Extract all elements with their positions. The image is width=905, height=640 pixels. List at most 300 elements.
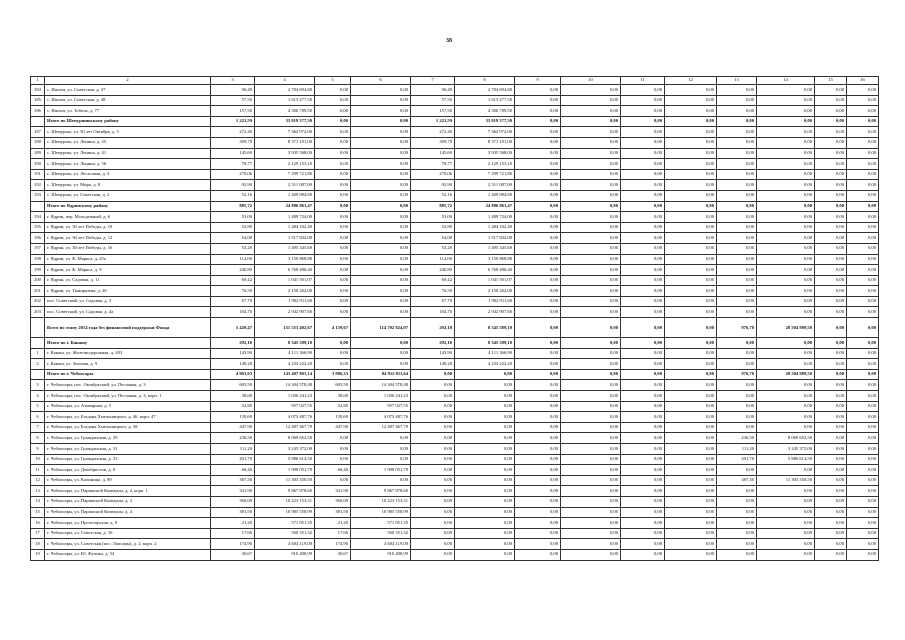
value-cell: 0,00 — [665, 212, 717, 223]
value-cell: 0,00 — [315, 359, 351, 370]
value-cell: 0,00 — [515, 433, 561, 444]
value-cell: 0,00 — [411, 444, 455, 455]
table-row — [31, 190, 879, 201]
row-number: 202 — [31, 296, 45, 307]
value-cell: 0,00 — [665, 454, 717, 465]
address-cell: г. Чебоксары, пос. Октябрьский, ул. Песчаная, д. 3, корп. 1 — [45, 391, 211, 402]
row-number: 186 — [31, 106, 45, 117]
table-row — [31, 507, 879, 518]
value-cell: 174,90 — [211, 539, 255, 550]
value-cell: 2 942 907,60 — [255, 307, 315, 318]
address-cell: г. Чебоксары, ул. Гражданская, д. 29 — [45, 433, 211, 444]
value-cell: 0,00 — [621, 518, 665, 529]
value-cell: 0,00 — [515, 401, 561, 412]
table-row — [31, 212, 879, 223]
value-cell: 0,00 — [665, 539, 717, 550]
value-cell: 0,00 — [315, 180, 351, 191]
value-cell: 3 150 868,80 — [255, 254, 315, 265]
value-cell: 139,60 — [211, 412, 255, 423]
value-cell: 272,40 — [211, 127, 255, 138]
value-cell: 10 985 558,99 — [255, 507, 315, 518]
value-cell: 0,00 — [621, 539, 665, 550]
table-row — [31, 412, 879, 423]
row-number: 196 — [31, 233, 45, 244]
value-cell: 0,00 — [665, 254, 717, 265]
value-cell: 0,00 — [717, 518, 757, 529]
value-cell: 2 704 694,80 — [255, 85, 315, 96]
value-cell: 0,00 — [621, 454, 665, 465]
value-cell: 0,00 — [757, 528, 815, 539]
value-cell: 0,00 — [351, 127, 411, 138]
value-cell: 7 362 972,00 — [255, 127, 315, 138]
value-cell: 0,00 — [665, 518, 717, 529]
address-cell: с. Шемурша, ул. Мира, д. 8 — [45, 180, 211, 191]
value-cell: 0,00 — [455, 549, 515, 560]
value-cell: 0,00 — [847, 95, 879, 106]
value-cell: 0,00 — [665, 137, 717, 148]
value-cell: 0,00 — [717, 95, 757, 106]
table-row — [31, 518, 879, 529]
value-cell: 0,00 — [847, 518, 879, 529]
value-cell: 10 985 558,99 — [351, 507, 411, 518]
value-cell: 560 351,32 — [351, 528, 411, 539]
column-number: 4 — [255, 77, 315, 85]
column-number: 13 — [717, 77, 757, 85]
row-number: 197 — [31, 243, 45, 254]
value-cell: 0,00 — [455, 401, 515, 412]
value-cell: 52,16 — [411, 190, 455, 201]
value-cell: 0,00 — [515, 391, 561, 402]
value-cell: 0,00 — [351, 444, 411, 455]
value-cell: 12 497 467,79 — [255, 422, 315, 433]
value-cell: 0,00 — [717, 233, 757, 244]
value-cell: 68,40 — [315, 465, 351, 476]
value-cell: 0,00 — [757, 116, 815, 127]
value-cell: 0,00 — [561, 243, 621, 254]
address-cell: г. Ядрин, пер. Молодежный, д. 6 — [45, 212, 211, 223]
row-number: 2 — [31, 359, 45, 370]
value-cell: 270,06 — [211, 169, 255, 180]
address-cell: г. Чебоксары, ул. Советская, д. 16 — [45, 528, 211, 539]
row-number: 8 — [31, 433, 45, 444]
value-cell: 0,00 — [621, 159, 665, 170]
value-cell: 1 941 501,07 — [255, 275, 315, 286]
value-cell: 0,00 — [561, 85, 621, 96]
row-number: 198 — [31, 254, 45, 265]
value-cell: 0,00 — [315, 286, 351, 297]
value-cell: 0,00 — [561, 190, 621, 201]
value-cell: 0,00 — [815, 137, 847, 148]
row-number — [31, 116, 45, 127]
value-cell: 0,00 — [351, 212, 411, 223]
address-cell: с. Шемурша, ул. Лесхозная, д. 4 — [45, 169, 211, 180]
row-number: 192 — [31, 180, 45, 191]
value-cell: 1 613 277,50 — [455, 95, 515, 106]
value-cell: 272,40 — [411, 127, 455, 138]
address-cell: с. Шемурша, ул. Ленина, д. 56 — [45, 159, 211, 170]
address-cell: г. Чебоксары, ул. Парижской Коммуны, д. 4 — [45, 507, 211, 518]
value-cell: 0,00 — [815, 243, 847, 254]
value-cell: 0,00 — [847, 401, 879, 412]
table-row — [31, 359, 879, 370]
value-cell: 0,00 — [665, 116, 717, 127]
subtotal-row — [31, 201, 879, 212]
value-cell: 0,00 — [621, 116, 665, 127]
value-cell: 0,00 — [815, 275, 847, 286]
value-cell: 6 768 496,40 — [455, 265, 515, 276]
value-cell: 0,00 — [665, 359, 717, 370]
value-cell: 53,00 — [211, 212, 255, 223]
value-cell: 0,00 — [757, 549, 815, 560]
value-cell: 0,00 — [847, 465, 879, 476]
table-row — [31, 380, 879, 391]
value-cell: 17,66 — [315, 528, 351, 539]
value-cell: 1 409 884,80 — [255, 190, 315, 201]
value-cell: 0,00 — [455, 465, 515, 476]
value-cell: 0,00 — [561, 433, 621, 444]
value-cell: 0,00 — [717, 539, 757, 550]
address-cell: с. Шемурша, ул. Ленина, д. 25 — [45, 137, 211, 148]
value-cell: 0,00 — [561, 296, 621, 307]
address-cell: г. Ядрин, ул. Тимирязева, д. 26 — [45, 286, 211, 297]
value-cell: 5 886 614,50 — [255, 454, 315, 465]
value-cell: 0,00 — [757, 391, 815, 402]
value-cell: 151 553 402,67 — [255, 318, 315, 338]
value-cell: 0,00 — [561, 148, 621, 159]
value-cell: 1 036 241,23 — [255, 391, 315, 402]
value-cell: 0,00 — [847, 539, 879, 550]
value-cell: 0,00 — [847, 348, 879, 359]
value-cell: 0,00 — [561, 222, 621, 233]
value-cell: 0,00 — [621, 127, 665, 138]
value-cell: 0,00 — [757, 412, 815, 423]
value-cell: 0,00 — [561, 518, 621, 529]
value-cell: 0,00 — [315, 222, 351, 233]
value-cell: 0,00 — [717, 159, 757, 170]
value-cell: 0,00 — [757, 254, 815, 265]
value-cell: 0,00 — [455, 528, 515, 539]
row-number — [31, 338, 45, 349]
value-cell: 0,00 — [515, 201, 561, 212]
value-cell: 0,00 — [847, 444, 879, 455]
value-cell: 0,00 — [315, 233, 351, 244]
value-cell: 0,00 — [621, 380, 665, 391]
value-cell: 0,00 — [315, 190, 351, 201]
value-cell: 112,00 — [211, 254, 255, 265]
value-cell: 1 998 051,79 — [351, 465, 411, 476]
address-cell: г. Чебоксары, ул. Гражданская, д. 33 — [45, 454, 211, 465]
column-number: 15 — [815, 77, 847, 85]
value-cell: 0,00 — [847, 528, 879, 539]
value-cell: 0,00 — [847, 475, 879, 486]
table-row — [31, 243, 879, 254]
value-cell: 0,00 — [815, 549, 847, 560]
value-cell: 0,00 — [665, 380, 717, 391]
value-cell: 0,00 — [847, 243, 879, 254]
address-cell: с. Шемурша, ул. Ленина, д. 41 — [45, 148, 211, 159]
value-cell: 0,00 — [757, 422, 815, 433]
row-number: 19 — [31, 549, 45, 560]
value-cell: 0,00 — [411, 465, 455, 476]
value-cell: 1 998 051,79 — [255, 465, 315, 476]
value-cell: 0,00 — [717, 422, 757, 433]
value-cell: 0,00 — [665, 391, 717, 402]
value-cell: 0,00 — [665, 222, 717, 233]
row-number: 191 — [31, 169, 45, 180]
value-cell: 0,00 — [717, 190, 757, 201]
value-cell: 0,00 — [315, 169, 351, 180]
value-cell: 0,00 — [315, 475, 351, 486]
value-cell: 0,00 — [847, 296, 879, 307]
value-cell: 0,00 — [621, 444, 665, 455]
value-cell: 0,00 — [665, 338, 717, 349]
value-cell: 38,60 — [315, 391, 351, 402]
value-cell: 0,00 — [621, 286, 665, 297]
value-cell: 0,00 — [815, 486, 847, 497]
value-cell: 0,00 — [411, 412, 455, 423]
value-cell: 0,00 — [847, 148, 879, 159]
value-cell: 0,00 — [665, 348, 717, 359]
column-number: 5 — [315, 77, 351, 85]
value-cell: 1 495 345,60 — [255, 243, 315, 254]
value-cell: 0,00 — [815, 380, 847, 391]
value-cell: 32,80 — [211, 401, 255, 412]
value-cell: 28 504 989,50 — [757, 369, 815, 380]
value-cell: 0,00 — [757, 85, 815, 96]
table-row — [31, 106, 879, 117]
value-cell: 0,00 — [757, 539, 815, 550]
address-cell: пос. Советский, ул. Садовая, д. 3 — [45, 296, 211, 307]
value-cell: 0,00 — [621, 106, 665, 117]
table-row — [31, 496, 879, 507]
value-cell: 0,00 — [717, 169, 757, 180]
value-cell: 0,00 — [665, 422, 717, 433]
value-cell: 0,00 — [717, 528, 757, 539]
value-cell: 0,00 — [717, 180, 757, 191]
value-cell: 57,50 — [411, 95, 455, 106]
value-cell: 0,00 — [351, 348, 411, 359]
address-cell: с. Ишлеи, ул. Тобоча, д. 77 — [45, 106, 211, 117]
value-cell: 0,00 — [515, 359, 561, 370]
row-number: 16 — [31, 518, 45, 529]
value-cell: 0,00 — [561, 127, 621, 138]
value-cell: 0,00 — [815, 212, 847, 223]
value-cell: 0,00 — [561, 444, 621, 455]
value-cell: 7 299 721,80 — [455, 169, 515, 180]
value-cell: 0,00 — [815, 391, 847, 402]
value-cell: 0,00 — [757, 159, 815, 170]
value-cell: 143 487 801,14 — [255, 369, 315, 380]
value-cell: 0,00 — [621, 243, 665, 254]
value-cell: 4 963,03 — [211, 369, 255, 380]
value-cell: 0,00 — [815, 518, 847, 529]
row-number: 201 — [31, 286, 45, 297]
value-cell: 0,00 — [815, 190, 847, 201]
table-row — [31, 539, 879, 550]
column-number: 2 — [45, 77, 211, 85]
value-cell: 0,00 — [561, 95, 621, 106]
value-cell: 0,00 — [315, 159, 351, 170]
value-cell: 7 299 721,80 — [255, 169, 315, 180]
value-cell: 0,00 — [455, 391, 515, 402]
value-cell: 6 768 496,40 — [255, 265, 315, 276]
value-cell: 0,00 — [757, 95, 815, 106]
value-cell: 0,00 — [847, 338, 879, 349]
value-cell: 3 150 868,80 — [455, 254, 515, 265]
value-cell: 341,90 — [315, 486, 351, 497]
value-cell: 0,00 — [757, 190, 815, 201]
address-cell: с. Ишлеи, ул. Советская, д. 48 — [45, 95, 211, 106]
value-cell: 0,00 — [757, 380, 815, 391]
value-cell: 0,00 — [717, 127, 757, 138]
row-number: 4 — [31, 391, 45, 402]
row-number: 203 — [31, 307, 45, 318]
value-cell: 3 986,33 — [315, 369, 351, 380]
value-cell: 0,00 — [455, 380, 515, 391]
value-cell: 0,00 — [411, 507, 455, 518]
value-cell: 111,20 — [717, 444, 757, 455]
value-cell: 76,50 — [411, 286, 455, 297]
value-cell: 0,00 — [455, 422, 515, 433]
value-cell: 0,00 — [455, 454, 515, 465]
value-cell: 0,00 — [351, 106, 411, 117]
value-cell: 0,00 — [757, 106, 815, 117]
address-cell: г. Канаш, ул. Зеленая, д. 9 — [45, 359, 211, 370]
value-cell: 4 306 789,50 — [455, 106, 515, 117]
value-cell: 0,00 — [621, 180, 665, 191]
value-cell: 0,00 — [621, 307, 665, 318]
value-cell: 0,00 — [351, 137, 411, 148]
value-cell: 0,00 — [665, 412, 717, 423]
value-cell: 0,00 — [515, 243, 561, 254]
value-cell: 0,00 — [847, 85, 879, 96]
address-cell: Всего по этапу 2014 года без финансовой поддержки Фонда — [45, 318, 211, 338]
address-cell: г. Ядрин, ул. 30 лет Победы, д. 16 — [45, 243, 211, 254]
column-number: 8 — [455, 77, 515, 85]
column-number: 6 — [351, 77, 411, 85]
value-cell: 0,00 — [621, 486, 665, 497]
column-number: 3 — [211, 77, 255, 85]
address-cell: г. Чебоксары, ул. Ю. Фучика, д. 54 — [45, 549, 211, 560]
value-cell: 0,00 — [455, 433, 515, 444]
address-cell: Итого по г. Чебоксары — [45, 369, 211, 380]
value-cell: 0,00 — [847, 190, 879, 201]
subtotal-row — [31, 338, 879, 349]
value-cell: 0,00 — [815, 95, 847, 106]
value-cell: 0,00 — [351, 254, 411, 265]
value-cell: 560 351,32 — [255, 528, 315, 539]
value-cell: 0,00 — [815, 496, 847, 507]
value-cell: 0,00 — [665, 275, 717, 286]
value-cell: 0,00 — [561, 106, 621, 117]
row-number: 1 — [31, 348, 45, 359]
value-cell: 2 704 694,80 — [455, 85, 515, 96]
value-cell: 0,00 — [515, 116, 561, 127]
value-cell: 57,50 — [211, 95, 255, 106]
value-cell: 111,20 — [211, 444, 255, 455]
address-cell: Итого по Шемуршинскому району — [45, 116, 211, 127]
value-cell: 0,00 — [411, 475, 455, 486]
value-cell: 0,00 — [847, 318, 879, 338]
value-cell: 0,00 — [717, 380, 757, 391]
value-cell: 0,00 — [757, 359, 815, 370]
value-cell: 4 234 222,20 — [455, 359, 515, 370]
value-cell: 0,00 — [561, 549, 621, 560]
value-cell: 0,00 — [621, 422, 665, 433]
value-cell: 0,00 — [351, 286, 411, 297]
row-number: 18 — [31, 539, 45, 550]
value-cell: 0,00 — [621, 549, 665, 560]
value-cell: 341,90 — [211, 486, 255, 497]
value-cell: 0,00 — [515, 265, 561, 276]
value-cell: 0,00 — [717, 412, 757, 423]
value-cell: 0,00 — [455, 486, 515, 497]
table-row — [31, 233, 879, 244]
value-cell: 139,60 — [315, 412, 351, 423]
value-cell: 0,00 — [351, 454, 411, 465]
value-cell: 1 613 277,50 — [255, 95, 315, 106]
value-cell: 0,00 — [621, 318, 665, 338]
address-cell: г. Чебоксары, ул. Декабристов, д. 6 — [45, 465, 211, 476]
value-cell: 7 362 972,00 — [455, 127, 515, 138]
value-cell: 0,00 — [665, 318, 717, 338]
value-cell: 0,00 — [757, 338, 815, 349]
value-cell: 0,00 — [561, 180, 621, 191]
value-cell: 0,00 — [815, 265, 847, 276]
value-cell: 0,00 — [815, 465, 847, 476]
table-row — [31, 391, 879, 402]
value-cell: 0,00 — [815, 369, 847, 380]
value-cell: 0,00 — [561, 401, 621, 412]
value-cell: 0,00 — [757, 169, 815, 180]
value-cell: 571 951,35 — [255, 518, 315, 529]
value-cell: 0,00 — [621, 254, 665, 265]
value-cell: 0,00 — [455, 507, 515, 518]
value-cell: 0,00 — [561, 318, 621, 338]
value-cell: 0,00 — [815, 454, 847, 465]
value-cell: 114 702 824,07 — [351, 318, 411, 338]
value-cell: 21,20 — [211, 518, 255, 529]
value-cell: 0,00 — [717, 116, 757, 127]
value-cell: 2 129 153,10 — [455, 159, 515, 170]
value-cell: 0,00 — [621, 475, 665, 486]
row-number: 3 — [31, 380, 45, 391]
value-cell: 0,00 — [717, 507, 757, 518]
value-cell: 0,00 — [561, 475, 621, 486]
column-number: 14 — [757, 77, 815, 85]
value-cell: 4 073 487,76 — [255, 412, 315, 423]
value-cell: 0,00 — [757, 307, 815, 318]
value-cell: 68,40 — [211, 465, 255, 476]
address-cell: с. Ишлеи, ул. Советская, д. 37 — [45, 85, 211, 96]
column-number: 16 — [847, 77, 879, 85]
value-cell: 0,00 — [315, 275, 351, 286]
value-cell: 0,00 — [815, 116, 847, 127]
value-cell: 381,50 — [211, 507, 255, 518]
value-cell: 0,00 — [561, 275, 621, 286]
value-cell: 0,00 — [815, 159, 847, 170]
value-cell: 0,00 — [561, 496, 621, 507]
value-cell: 447,90 — [315, 422, 351, 433]
table-row — [31, 475, 879, 486]
address-cell: пос. Советский, ул. Садовая, д. 4а — [45, 307, 211, 318]
value-cell: 67,70 — [211, 296, 255, 307]
table-row — [31, 296, 879, 307]
value-cell: 0,00 — [515, 190, 561, 201]
value-cell: 0,00 — [757, 401, 815, 412]
value-cell: 0,00 — [847, 212, 879, 223]
value-cell: 0,00 — [757, 518, 815, 529]
